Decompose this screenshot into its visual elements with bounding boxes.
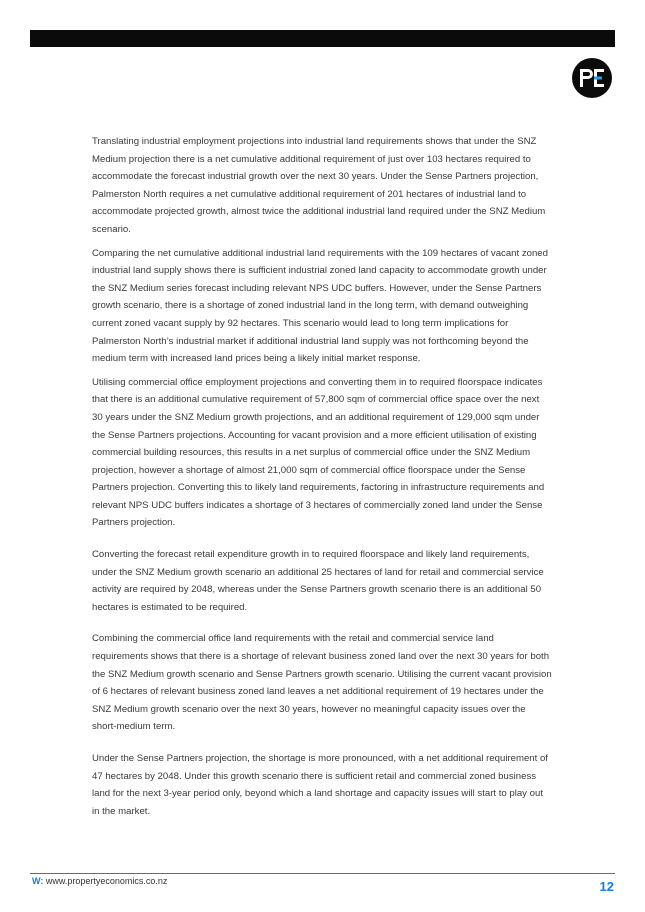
body-text [92,133,552,820]
page-number: 12 [599,879,614,894]
footer-website [32,876,167,886]
logo-monogram-icon [580,69,604,87]
paragraph-industrial-land: Translating industrial employment projections into industrial land requirements shows that under the SNZ Medium projection there is a net cumulative additional requirement of just over 103 hectares required to accommodate the forecast industrial growth over the next 30 years. Under the Sense Partners projection, Palmerston North requires a net cumulative additional requirement of 201 hectares of industrial land to accommodate projected growth, almost twice the additional industrial land required under the SNZ Medium scenario. [92,136,546,235]
paragraph-combined-requirements: Combining the commercial office land requirements with the retail and commercial service land requirements shows that there is a shortage of relevant business zoned land over the next 30 years for both the SNZ Medium growth scenario and Sense Partners growth scenario. Utilising the current vacant provision of 6 hectares of relevant business zoned land leaves a net additional requirement of 19 hectares under the SNZ Medium growth scenario over the next 30 years, however no meaningful capacity issues over the short-medium term. [92,633,552,733]
footer-web-prefix: W: [32,876,44,886]
paragraph-sense-partners: Under the Sense Partners projection, the shortage is more pronounced, with a net additional requirement of 47 hectares by 2048. Under this growth scenario there is sufficient retail and commercial zoned business land for the next 3-year period only, beyond which a land shortage and capacity issues will start to play out in the market. [92,753,548,817]
footer-website-link[interactable]: www.propertyeconomics.co.nz [45,876,168,886]
paragraph-commercial-office: Utilising commercial office employment projections and converting them in to required floorspace indicates that there is an additional cumulative requirement of 57,800 sqm of commercial office space over the next 30 years under the SNZ Medium growth projections, and an additional requirement of 129,000 sqm under the Sense Partners projections. Accounting for vacant provision and a more efficient utilisation of existing commercial building resources, this results in a net surplus of commercial office under the SNZ Medium projection, however a shortage of almost 21,000 sqm of commercial office floorspace under the Sense Partners projection. Converting this to likely land requirements, factoring in infrastructure requirements and relevant NPS UDC buffers indicates a shortage of 3 hectares of commercially zoned land under the Sense Partners projection. [92,376,545,529]
paragraph-retail-expenditure: Converting the forecast retail expenditure growth in to required floorspace and likely land requirements, under the SNZ Medium growth scenario an additional 25 hectares of land for retail and commercial service activity are required by 2048, whereas under the Sense Partners growth scenario there is an additional 50 hectares is estimated to be required. [92,549,544,613]
header-bar [30,30,615,47]
footer-divider [30,873,615,874]
property-economics-logo [572,58,612,98]
paragraph-industrial-supply: Comparing the net cumulative additional industrial land requirements with the 109 hectares of vacant zoned industrial land supply shows there is sufficient industrial zoned land capacity to accommodate growth under the SNZ Medium series forecast including relevant NPS UDC buffers. However, under the Sense Partners growth scenario, there is a shortage of zoned industrial land in the long term, with demand outweighing current zoned vacant supply by 92 hectares. This scenario would lead to long term implications for Palmerston North’s industrial market if additional industrial land supply was not forthcoming beyond the medium term with increased land prices being a likely initial market response. [92,247,548,365]
